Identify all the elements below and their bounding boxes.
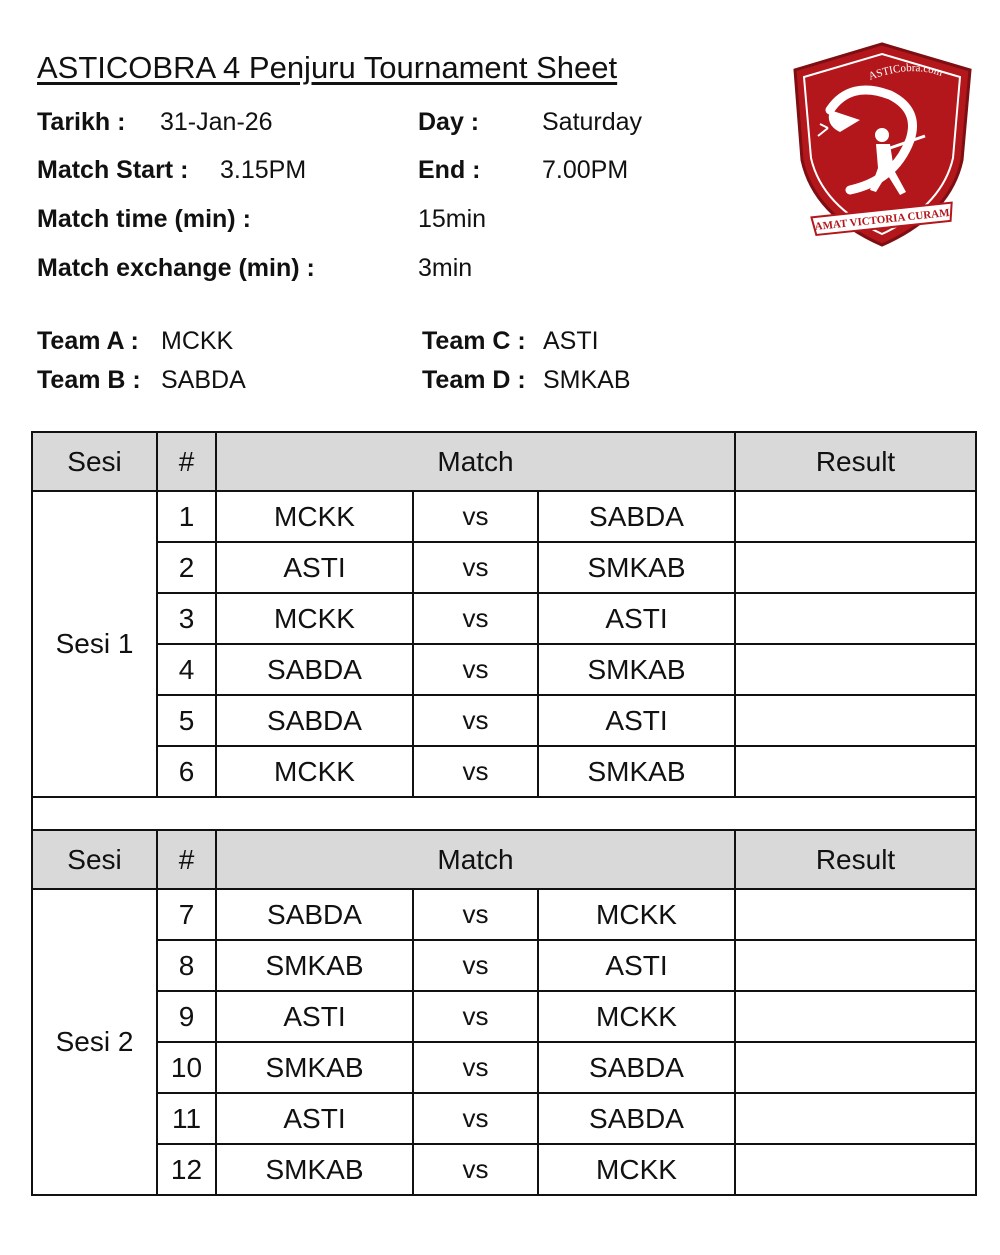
team-b-value: SABDA [161,366,246,394]
table-header-row [32,830,976,889]
asticobra-logo [790,40,975,250]
team-c-value: ASTI [543,327,599,355]
home-team: MCKK [216,491,413,542]
day-value: Saturday [542,108,643,136]
team-a-value: MCKK [161,327,234,355]
end-label: End : [418,156,481,184]
away-team: SABDA [538,1042,735,1093]
result-cell[interactable] [735,593,976,644]
match-row [32,991,976,1042]
match-number: 5 [157,695,216,746]
result-cell[interactable] [735,695,976,746]
session-spacer-row [32,797,976,830]
home-team: ASTI [216,542,413,593]
home-team: ASTI [216,1093,413,1144]
sheet-title: ASTICOBRA 4 Penjuru Tournament Sheet [37,50,618,85]
match-start-label: Match Start : [37,156,189,184]
result-cell[interactable] [735,1042,976,1093]
match-number: 3 [157,593,216,644]
home-team: SMKAB [216,1144,413,1195]
home-team: SMKAB [216,1042,413,1093]
home-team: MCKK [216,593,413,644]
result-cell[interactable] [735,1144,976,1195]
result-cell[interactable] [735,940,976,991]
home-team: SMKAB [216,940,413,991]
spacer-cell [32,797,976,830]
away-team: ASTI [538,695,735,746]
vs-label: vs [413,695,538,746]
end-value: 7.00PM [542,156,629,184]
header-result: Result [735,432,976,491]
match-row [32,491,976,542]
match-number: 10 [157,1042,216,1093]
team-c-label: Team C : [422,327,526,355]
team-d-value: SMKAB [543,366,631,394]
match-number: 11 [157,1093,216,1144]
match-row [32,889,976,940]
match-number: 12 [157,1144,216,1195]
away-team: SMKAB [538,644,735,695]
away-team: MCKK [538,889,735,940]
session-label: Sesi 2 [32,889,157,1195]
vs-label: vs [413,746,538,797]
match-row [32,746,976,797]
match-number: 9 [157,991,216,1042]
logo-website-text: ASTICobra.com [866,62,944,83]
header-sesi: Sesi [32,432,157,491]
away-team: MCKK [538,991,735,1042]
tarikh-value: 31-Jan-26 [160,108,273,136]
result-cell[interactable] [735,644,976,695]
team-a-label: Team A : [37,327,139,355]
match-row [32,940,976,991]
away-team: ASTI [538,940,735,991]
match-number: 1 [157,491,216,542]
vs-label: vs [413,940,538,991]
team-b-label: Team B : [37,366,141,394]
result-cell[interactable] [735,746,976,797]
vs-label: vs [413,491,538,542]
vs-label: vs [413,1042,538,1093]
match-exchange-label: Match exchange (min) : [37,254,315,282]
away-team: SMKAB [538,746,735,797]
result-cell[interactable] [735,542,976,593]
result-cell[interactable] [735,991,976,1042]
vs-label: vs [413,644,538,695]
match-exchange-value: 3min [418,254,473,282]
match-row [32,695,976,746]
schedule-table [31,431,977,1196]
result-cell[interactable] [735,889,976,940]
result-cell[interactable] [735,491,976,542]
vs-label: vs [413,1144,538,1195]
away-team: SMKAB [538,542,735,593]
match-start-value: 3.15PM [220,156,307,184]
result-cell[interactable] [735,1093,976,1144]
vs-label: vs [413,1093,538,1144]
match-number: 2 [157,542,216,593]
home-team: SABDA [216,889,413,940]
match-time-value: 15min [418,205,487,233]
session-label: Sesi 1 [32,491,157,797]
vs-label: vs [413,889,538,940]
header-match: Match [216,830,735,889]
header-sesi: Sesi [32,830,157,889]
home-team: ASTI [216,991,413,1042]
match-row [32,1042,976,1093]
away-team: SABDA [538,1093,735,1144]
match-row [32,1093,976,1144]
match-number: 4 [157,644,216,695]
match-time-label: Match time (min) : [37,205,251,233]
away-team: SABDA [538,491,735,542]
vs-label: vs [413,542,538,593]
team-d-label: Team D : [422,366,526,394]
match-number: 8 [157,940,216,991]
match-row [32,542,976,593]
home-team: SABDA [216,644,413,695]
header-result: Result [735,830,976,889]
match-row [32,593,976,644]
header-number: # [157,830,216,889]
away-team: MCKK [538,1144,735,1195]
vs-label: vs [413,593,538,644]
vs-label: vs [413,991,538,1042]
match-row [32,644,976,695]
home-team: MCKK [216,746,413,797]
away-team: ASTI [538,593,735,644]
match-number: 6 [157,746,216,797]
day-label: Day : [418,108,480,136]
header-match: Match [216,432,735,491]
header-number: # [157,432,216,491]
tarikh-label: Tarikh : [37,108,126,136]
table-header-row [32,432,976,491]
home-team: SABDA [216,695,413,746]
match-row [32,1144,976,1195]
logo-motto: AMAT VICTORIA CURAM [814,206,951,234]
match-number: 7 [157,889,216,940]
